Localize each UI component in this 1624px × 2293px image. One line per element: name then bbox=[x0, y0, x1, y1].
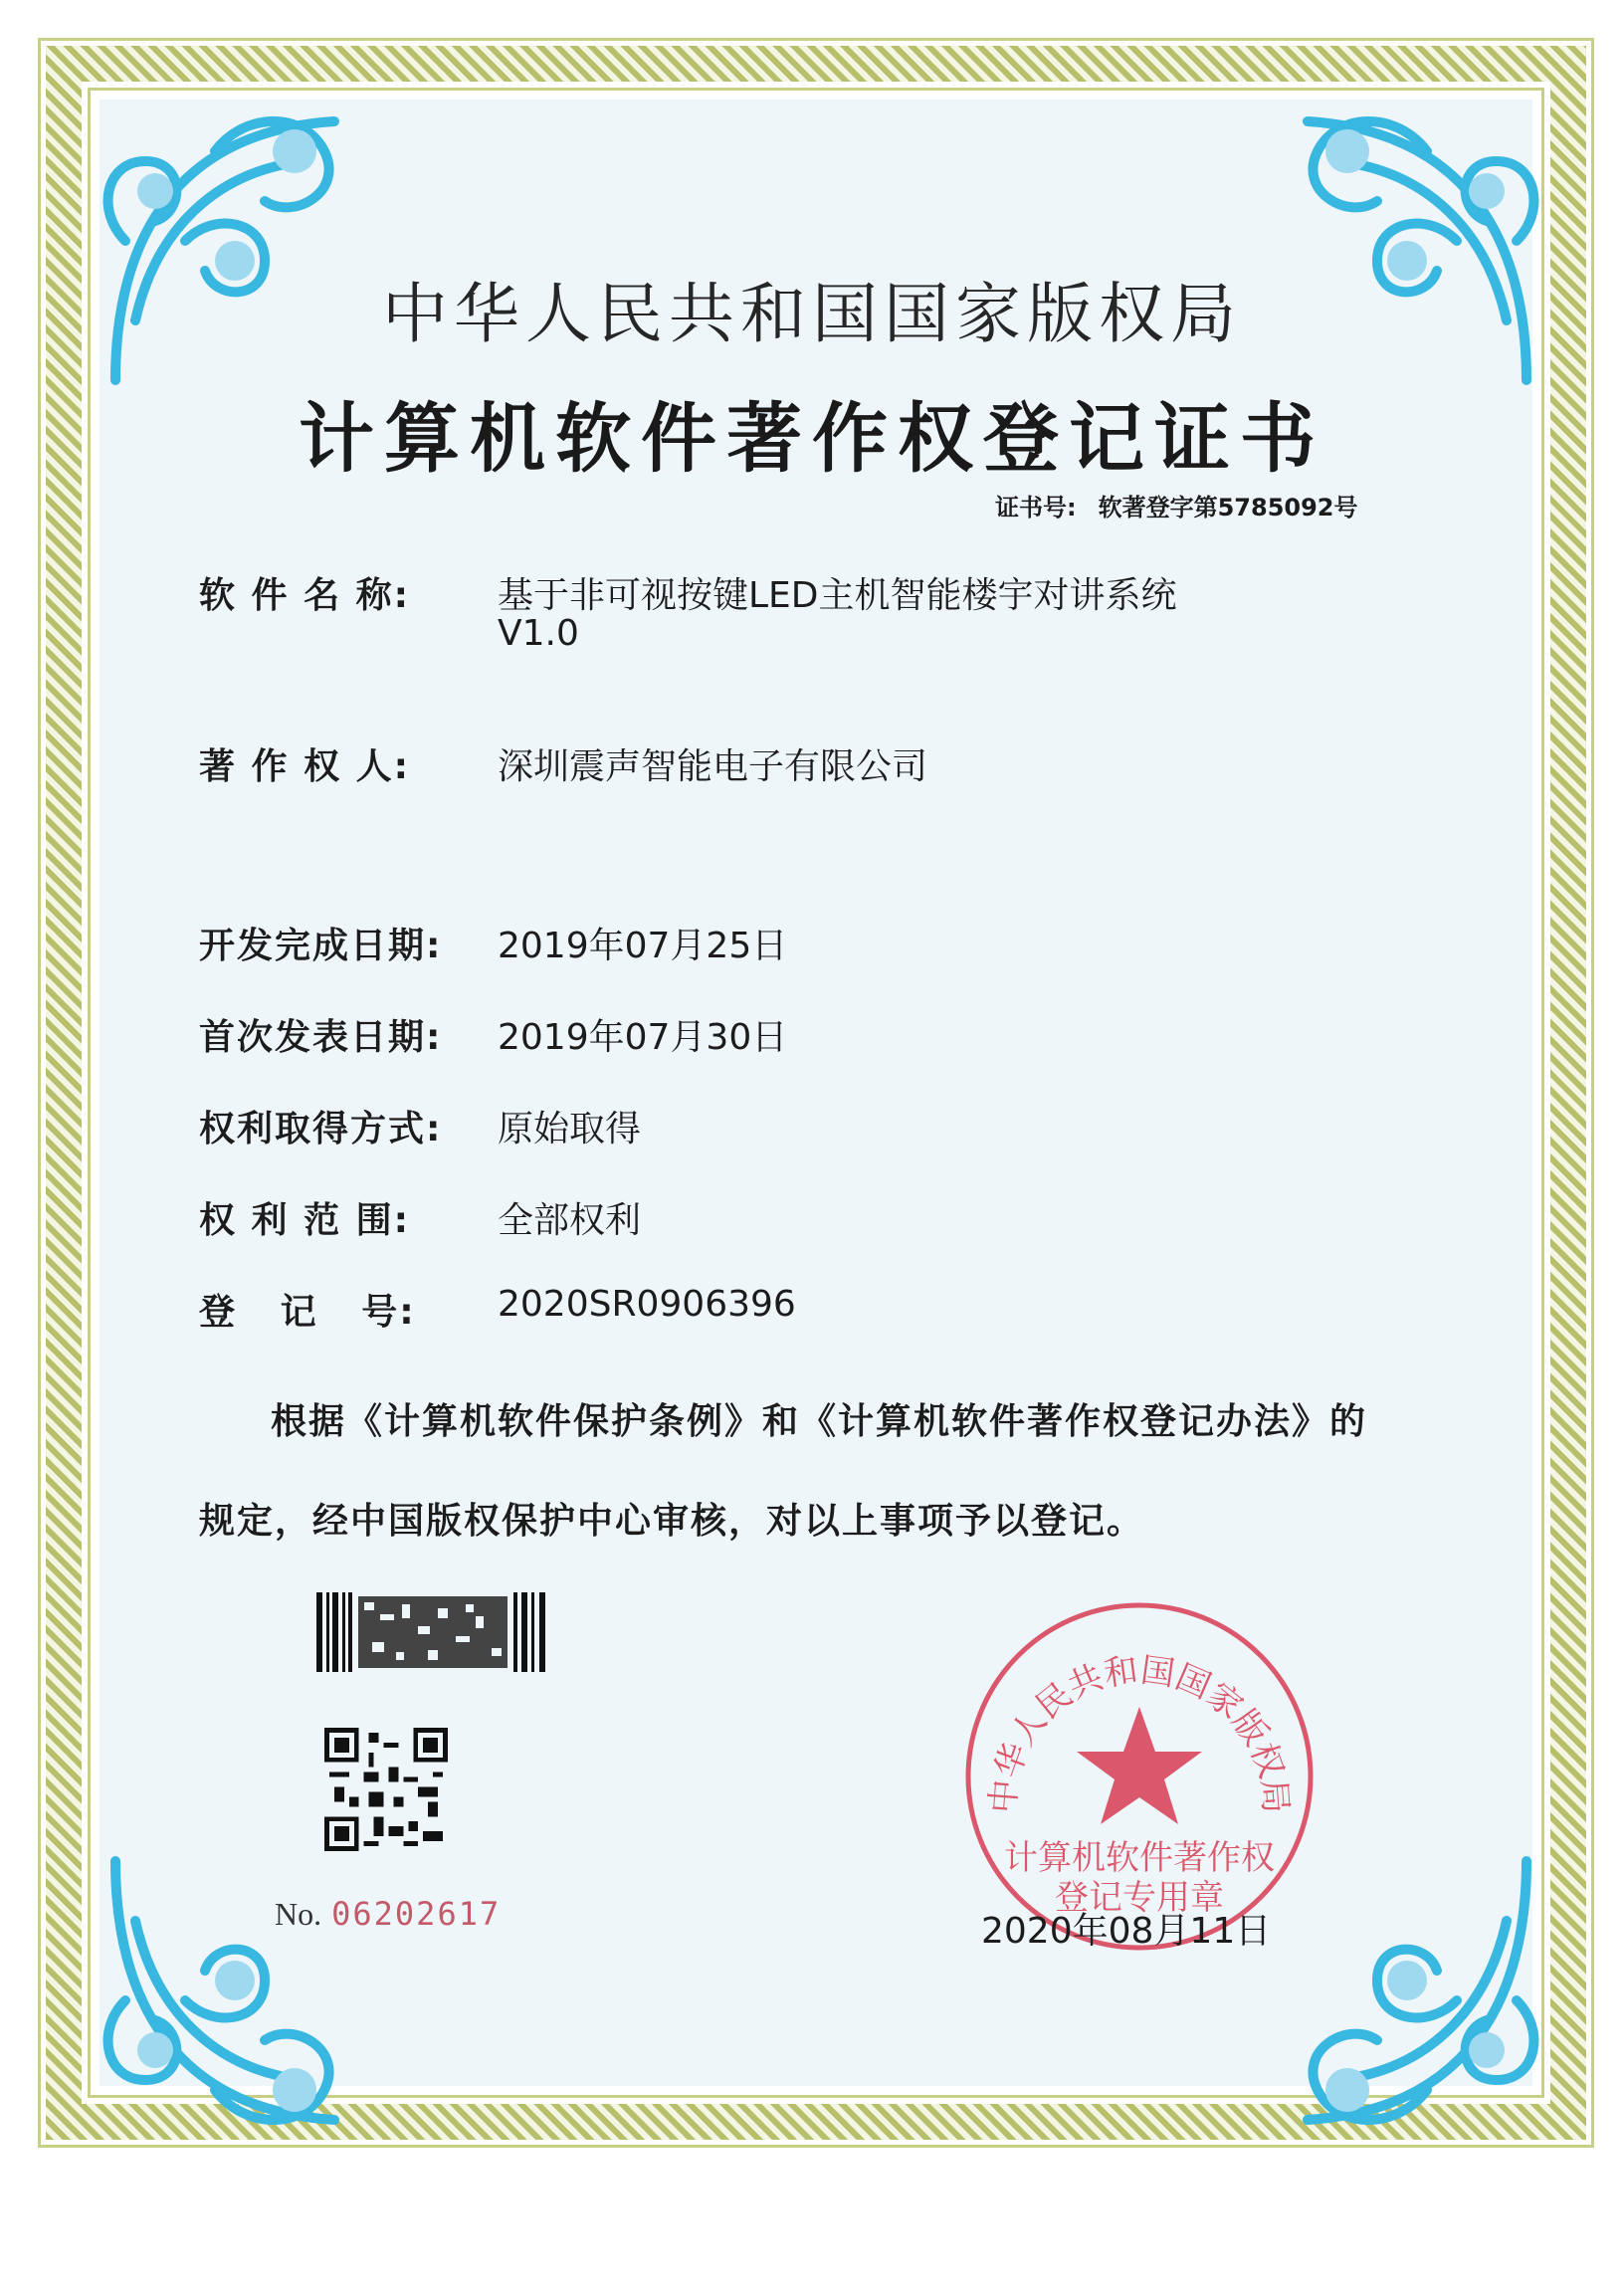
field-value: 全部权利 bbox=[498, 1200, 642, 1241]
field-first-publish-date bbox=[199, 1009, 788, 1060]
seal-outer-text: 中华人民共和国国家版权局 bbox=[983, 1650, 1296, 1815]
serial-number-value: 06202617 bbox=[331, 1895, 502, 1933]
statement-line-2: 规定，经中国版权保护中心审核，对以上事项予以登记。 bbox=[199, 1501, 1145, 1542]
seal-inner-line1: 计算机软件著作权 bbox=[1004, 1838, 1275, 1878]
issuing-authority-title: 中华人民共和国国家版权局 bbox=[382, 276, 1242, 352]
field-dev-completion-date bbox=[199, 918, 788, 968]
field-label: 登 记 号: bbox=[199, 1292, 416, 1333]
field-label: 权利取得方式: bbox=[199, 1109, 443, 1149]
qr-code bbox=[324, 1728, 448, 1851]
field-value: 原始取得 bbox=[498, 1109, 642, 1149]
certificate-title: 计算机软件著作权登记证书 bbox=[299, 394, 1325, 483]
serial-number bbox=[275, 1895, 501, 1933]
field-rights-scope bbox=[199, 1192, 642, 1243]
field-value: 基于非可视按键LED主机智能楼宇对讲系统 bbox=[498, 575, 1177, 616]
field-value: 2019年07月25日 bbox=[498, 926, 788, 966]
field-label: 首次发表日期: bbox=[199, 1017, 443, 1058]
field-rights-acquisition bbox=[199, 1101, 642, 1151]
field-copyright-owner bbox=[199, 738, 928, 789]
seal-inner-line2: 登记专用章 bbox=[1055, 1878, 1224, 1918]
certificate-number-value: 软著登字第5785092号 bbox=[1098, 494, 1358, 521]
field-software-name bbox=[199, 567, 1177, 654]
field-label: 软 件 名 称: bbox=[199, 575, 410, 616]
star-icon bbox=[1077, 1707, 1202, 1824]
field-label: 著 作 权 人: bbox=[199, 746, 410, 787]
barcode bbox=[316, 1592, 547, 1672]
serial-number-label: No. bbox=[275, 1896, 322, 1932]
certificate-number bbox=[995, 488, 1380, 522]
field-value: 2019年07月30日 bbox=[498, 1017, 788, 1058]
field-registration-no bbox=[199, 1284, 796, 1335]
issue-date: 2020年08月11日 bbox=[981, 1911, 1272, 1952]
statement-line-1: 根据《计算机软件保护条例》和《计算机软件著作权登记办法》的 bbox=[271, 1401, 1368, 1442]
field-label: 开发完成日期: bbox=[199, 926, 443, 966]
field-value-line2: V1.0 bbox=[498, 613, 579, 654]
field-label: 权 利 范 围: bbox=[199, 1200, 410, 1241]
field-value: 2020SR0906396 bbox=[498, 1284, 796, 1325]
certificate-number-label: 证书号: bbox=[995, 494, 1077, 521]
field-value: 深圳震声智能电子有限公司 bbox=[498, 746, 928, 787]
